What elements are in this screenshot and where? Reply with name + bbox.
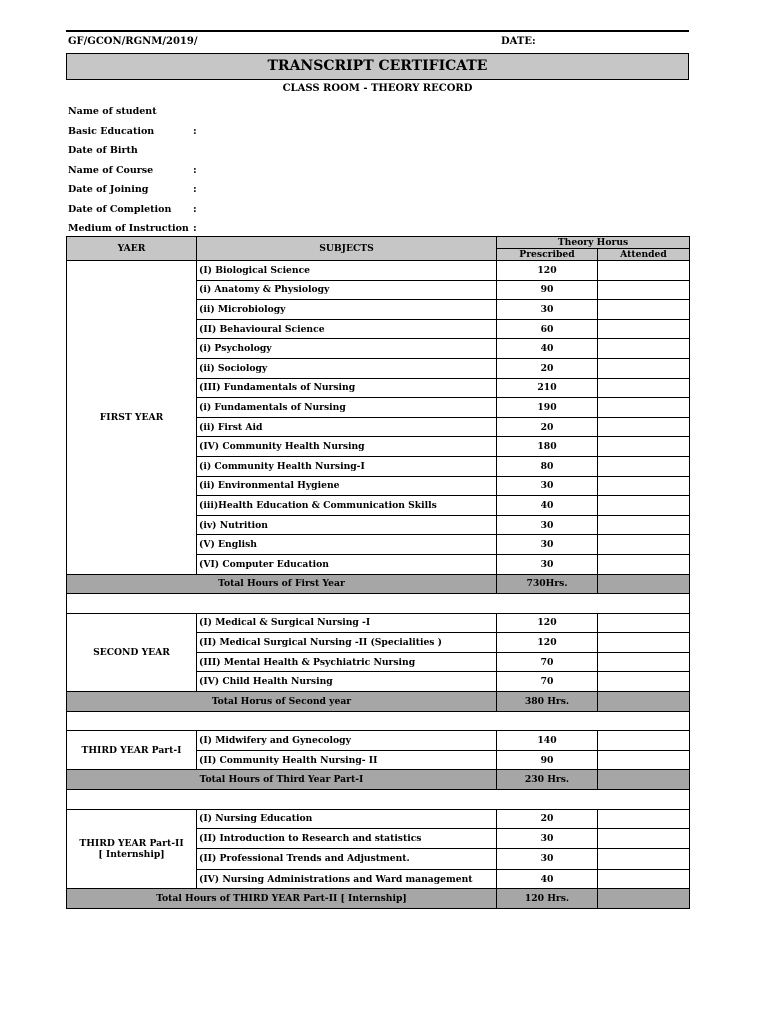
attended-hours-cell[interactable] — [598, 809, 690, 829]
total-label: Total Horus of Second year — [67, 692, 497, 712]
third-year-part-2-label — [67, 809, 197, 889]
prescribed-hours-cell: 30 — [497, 476, 598, 496]
attended-hours-cell[interactable] — [598, 476, 690, 496]
prescribed-hours-cell: 180 — [497, 437, 598, 457]
subject-cell: (i) Community Health Nursing-I — [197, 456, 497, 476]
info-colon: : — [193, 165, 197, 176]
subjects-column-header: SUBJECTS — [197, 237, 497, 261]
subject-cell: (i) Psychology — [197, 339, 497, 359]
attended-hours-cell[interactable] — [598, 398, 690, 418]
attended-hours-cell[interactable] — [598, 535, 690, 555]
table-row — [67, 809, 690, 829]
spacer-row — [67, 711, 690, 731]
attended-hours-cell[interactable] — [598, 515, 690, 535]
subject-cell: (III) Mental Health & Psychiatric Nursing — [197, 652, 497, 672]
attended-hours-cell[interactable] — [598, 869, 690, 889]
theory-hours-header: Theory Horus — [497, 237, 690, 249]
attended-hours-cell[interactable] — [598, 829, 690, 849]
prescribed-column-header: Prescribed — [497, 249, 598, 261]
document-subtitle: CLASS ROOM - THEORY RECORD — [282, 83, 473, 94]
prescribed-hours-cell: 80 — [497, 456, 598, 476]
subject-cell: (I) Biological Science — [197, 261, 497, 281]
prescribed-hours-cell: 30 — [497, 554, 598, 574]
attended-hours-cell[interactable] — [598, 750, 690, 770]
year-column-header: YAER — [67, 237, 197, 261]
spacer-row — [67, 790, 690, 810]
table-row — [67, 731, 690, 751]
prescribed-hours-cell: 90 — [497, 750, 598, 770]
spacer-cell — [67, 711, 690, 731]
info-colon: : — [193, 223, 197, 234]
subject-cell: (II) Medical Surgical Nursing -II (Specialities ) — [197, 633, 497, 653]
prescribed-hours-cell: 120 — [497, 613, 598, 633]
prescribed-hours-cell: 30 — [497, 829, 598, 849]
prescribed-hours-cell: 70 — [497, 652, 598, 672]
subject-cell: (ii) First Aid — [197, 417, 497, 437]
theory-record-table — [66, 236, 690, 909]
attended-hours-cell[interactable] — [598, 378, 690, 398]
info-label-date-of-completion: Date of Completion — [68, 204, 172, 215]
spacer-cell — [67, 790, 690, 810]
total-value: 730Hrs. — [497, 574, 598, 594]
subject-cell: (II) Professional Trends and Adjustment. — [197, 848, 497, 869]
subject-cell: (II) Community Health Nursing- II — [197, 750, 497, 770]
attended-hours-cell[interactable] — [598, 437, 690, 457]
prescribed-hours-cell: 120 — [497, 633, 598, 653]
attended-hours-cell[interactable] — [598, 339, 690, 359]
attended-hours-cell[interactable] — [598, 358, 690, 378]
info-label-course-name: Name of Course — [68, 165, 154, 176]
total-attended-cell — [598, 889, 690, 909]
prescribed-hours-cell: 20 — [497, 809, 598, 829]
info-label-basic-education: Basic Education — [68, 126, 155, 137]
attended-hours-cell[interactable] — [598, 280, 690, 300]
third-year-part-2-line1: THIRD YEAR Part-II — [79, 838, 184, 850]
attended-hours-cell[interactable] — [598, 261, 690, 281]
attended-hours-cell[interactable] — [598, 848, 690, 869]
prescribed-hours-cell: 90 — [497, 280, 598, 300]
subject-cell: (iii)Health Education & Communication Skills — [197, 496, 497, 516]
third-year-part-1-label: THIRD YEAR Part-I — [67, 731, 197, 770]
subject-cell: (II) Behavioural Science — [197, 319, 497, 339]
attended-hours-cell[interactable] — [598, 456, 690, 476]
second-year-label: SECOND YEAR — [67, 613, 197, 691]
prescribed-hours-cell: 40 — [497, 339, 598, 359]
prescribed-hours-cell: 20 — [497, 417, 598, 437]
total-attended-cell — [598, 574, 690, 594]
prescribed-hours-cell: 30 — [497, 515, 598, 535]
first-year-total-row — [67, 574, 690, 594]
attended-hours-cell[interactable] — [598, 672, 690, 692]
spacer-row — [67, 594, 690, 614]
prescribed-hours-cell: 30 — [497, 848, 598, 869]
subject-cell: (ii) Microbiology — [197, 300, 497, 320]
document-title: TRANSCRIPT CERTIFICATE — [66, 53, 689, 80]
attended-hours-cell[interactable] — [598, 496, 690, 516]
second-year-total-row — [67, 692, 690, 712]
subject-cell: (ii) Environmental Hygiene — [197, 476, 497, 496]
table-row — [67, 613, 690, 633]
total-value: 230 Hrs. — [497, 770, 598, 790]
info-colon: : — [193, 184, 197, 195]
reference-number: GF/GCON/RGNM/2019/ — [68, 36, 198, 47]
subject-cell: (I) Nursing Education — [197, 809, 497, 829]
prescribed-hours-cell: 190 — [497, 398, 598, 418]
subject-cell: (II) Introduction to Research and statistics — [197, 829, 497, 849]
subject-cell: (III) Fundamentals of Nursing — [197, 378, 497, 398]
prescribed-hours-cell: 40 — [497, 869, 598, 889]
info-label-date-of-joining: Date of Joining — [68, 184, 149, 195]
subject-cell: (i) Anatomy & Physiology — [197, 280, 497, 300]
attended-column-header: Attended — [598, 249, 690, 261]
attended-hours-cell[interactable] — [598, 319, 690, 339]
date-label: DATE: — [501, 36, 536, 47]
info-colon: : — [193, 204, 197, 215]
total-attended-cell — [598, 770, 690, 790]
attended-hours-cell[interactable] — [598, 731, 690, 751]
third-year-part-2-line2: [ Internship] — [98, 849, 165, 861]
attended-hours-cell[interactable] — [598, 300, 690, 320]
prescribed-hours-cell: 20 — [497, 358, 598, 378]
info-label-student-name: Name of student — [68, 106, 157, 117]
total-value: 380 Hrs. — [497, 692, 598, 712]
attended-hours-cell[interactable] — [598, 633, 690, 653]
subject-cell: (IV) Nursing Administrations and Ward management — [197, 869, 497, 889]
prescribed-hours-cell: 30 — [497, 300, 598, 320]
subject-cell: (ii) Sociology — [197, 358, 497, 378]
subject-cell: (i) Fundamentals of Nursing — [197, 398, 497, 418]
subject-cell: (V) English — [197, 535, 497, 555]
subject-cell: (VI) Computer Education — [197, 554, 497, 574]
prescribed-hours-cell: 40 — [497, 496, 598, 516]
info-colon: : — [193, 126, 197, 137]
prescribed-hours-cell: 30 — [497, 535, 598, 555]
spacer-cell — [67, 594, 690, 614]
subject-cell: (IV) Child Health Nursing — [197, 672, 497, 692]
table-row — [67, 261, 690, 281]
info-label-date-of-birth: Date of Birth — [68, 145, 138, 156]
first-year-label: FIRST YEAR — [67, 261, 197, 575]
subject-cell: (I) Medical & Surgical Nursing -I — [197, 613, 497, 633]
prescribed-hours-cell: 210 — [497, 378, 598, 398]
prescribed-hours-cell: 60 — [497, 319, 598, 339]
attended-hours-cell[interactable] — [598, 613, 690, 633]
prescribed-hours-cell: 120 — [497, 261, 598, 281]
total-label: Total Hours of THIRD YEAR Part-II [ Internship] — [67, 889, 497, 909]
third-year-part-2-total-row — [67, 889, 690, 909]
total-attended-cell — [598, 692, 690, 712]
attended-hours-cell[interactable] — [598, 417, 690, 437]
total-label: Total Hours of Third Year Part-I — [67, 770, 497, 790]
subject-cell: (IV) Community Health Nursing — [197, 437, 497, 457]
total-label: Total Hours of First Year — [67, 574, 497, 594]
total-value: 120 Hrs. — [497, 889, 598, 909]
top-rule — [66, 30, 689, 32]
attended-hours-cell[interactable] — [598, 652, 690, 672]
attended-hours-cell[interactable] — [598, 554, 690, 574]
info-label-medium-of-instruction: Medium of Instruction — [68, 223, 189, 234]
prescribed-hours-cell: 70 — [497, 672, 598, 692]
third-year-part-1-total-row — [67, 770, 690, 790]
subject-cell: (iv) Nutrition — [197, 515, 497, 535]
prescribed-hours-cell: 140 — [497, 731, 598, 751]
subject-cell: (I) Midwifery and Gynecology — [197, 731, 497, 751]
table-header-row — [67, 237, 690, 249]
